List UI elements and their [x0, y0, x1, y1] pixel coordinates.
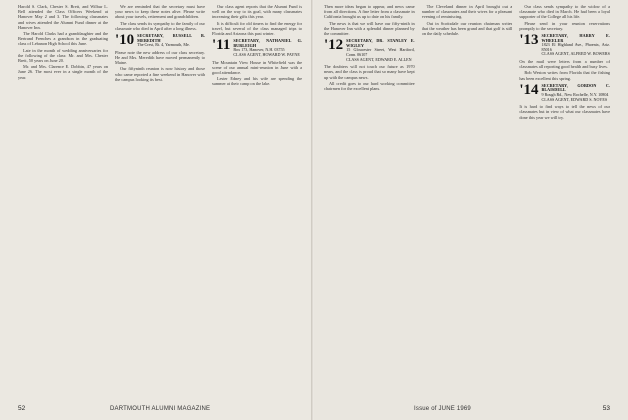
secretary-name: SECRETARY, RUSSELL B. MEREDITH [137, 33, 205, 43]
paragraph: Our class agent reports that the Alumni Fund is well on the way to its goal, with many classmates increasing their gifts this year. [212, 4, 302, 20]
right-column-3 [519, 4, 610, 394]
paragraph: The doubters will not touch our future as 1970 nears, and the class is proud that so many have kept up with the campus news. [324, 64, 415, 80]
paragraph: Our fiftyninth reunion is now history and those who came reported a fine weekend in Hanover with the campus looking its best. [115, 66, 205, 82]
class-year: '13 [519, 32, 539, 49]
class-heading-1912 [324, 39, 415, 62]
paragraph: It is hard to find ways to tell the news of our classmates but in view of what our classmates have done this year we will try. [519, 104, 611, 120]
paragraph: Late in the month of wedding anniversaries for the following of the class: Mr. and Mrs. Chester Brett, 50 years on June 20. [18, 47, 108, 64]
paragraph: Harold S. Clark, Chester S. Brett, and Wilbur L. Bell attended the Class Officers Weekend at Hanover May 2 and 3. The following classmates and wives attended the Alumni Fund dinner at the Hanover Inn. [18, 4, 108, 30]
secretary-name: SECRETARY, NATHANIEL G. BURLEIGH [233, 38, 302, 48]
class-agent: CLASS AGENT, ALFRED W. BOWERS [541, 51, 610, 57]
secretary-name: SECRETARY, HARRY E. WHEELER [541, 33, 611, 43]
class-heading-1910 [115, 34, 205, 48]
class-secretary-block [542, 84, 611, 102]
class-agent: CLASS AGENT, EDWARD E. ALLEN [346, 56, 412, 62]
paragraph: All credit goes to our hard working committee chairmen for the excellent plans. [324, 80, 415, 91]
class-agent: CLASS AGENT, HOWARD W. PAYNE [233, 52, 300, 57]
class-year: '10 [115, 32, 135, 49]
class-secretary-block [137, 34, 205, 48]
paragraph: We are reminded that the secretary must have your news to keep these notes alive. Please write about your travels, retirement and grandchildren. [115, 4, 205, 20]
paragraph: Out in Scottsdale our reunion chairman writes that the weather has been grand and that golf is still on the daily schedule. [421, 20, 513, 37]
right-column-2 [422, 4, 513, 394]
paragraph: Mr. and Mrs. Clarence E. Dobbin, 47 years on June 26. The most ever in a single month of the year. [18, 64, 108, 80]
class-secretary-block [233, 39, 302, 57]
class-heading-1913 [519, 34, 610, 57]
paragraph: On the mail were letters from a number of classmates all reporting good health and busy lives. [519, 58, 611, 70]
class-secretary-block [542, 34, 611, 57]
paragraph: Please note the new address of our class secretary. He and Mrs. Meredith have moved permanently to Maine. [115, 49, 205, 66]
secretary-address: 15 Gloucester Street, West Hartford, Conn. 06107 [346, 47, 415, 57]
secretary-address: 1823 El Highland Ave., Phoenix, Ariz. 85016 [541, 42, 611, 52]
left-columns [18, 4, 302, 394]
page-footer: DARTMOUTH ALUMNI MAGAZINE [110, 406, 211, 412]
paragraph: It is difficult for old timers to find the energy for travel, but several of the class managed trips to Florida and Arizona this past winter. [212, 20, 302, 37]
page-number: 53 [602, 405, 610, 412]
left-column-1 [18, 4, 108, 394]
secretary-address: The Crest, Rt. 4, Yarmouth, Me. [137, 42, 190, 48]
class-year: '11 [212, 37, 231, 54]
paragraph: The news is that we will have our fifty-ninth in the Hanover Inn with a splendid dinner planned by the committee. [324, 20, 415, 37]
paragraph: The Cleveland dinner in April brought out a number of classmates and their wives for a pleasant evening of reminiscing. [421, 4, 513, 20]
right-page [314, 0, 628, 420]
secretary-address: Box 173, Hanover, N.H. 03755 [233, 47, 285, 53]
class-year: '12 [324, 37, 344, 54]
paragraph: Please send in your reunion reservations promptly to the secretary. [519, 20, 611, 31]
paragraph: The class sends its sympathy to the family of our classmate who died in April after a long illness. [115, 20, 205, 31]
right-column-1 [324, 4, 415, 394]
class-secretary-block [346, 39, 415, 62]
paragraph: Then more ideas began to appear, and news came from all directions. A fine letter from a classmate in California brought us up to date on his family. [324, 4, 415, 20]
page-footer: Issue of JUNE 1969 [414, 406, 471, 412]
right-columns [324, 4, 610, 394]
paragraph: Our class sends sympathy to the widow of a classmate who died in March. He had been a loyal supporter of the College all his life. [519, 4, 611, 20]
secretary-name: SECRETARY, DR. STANLEY E. WIGLEY [346, 38, 415, 48]
class-heading-1911 [212, 39, 302, 57]
secretary-name: SECRETARY, GORDON C. BLAISDELL [541, 82, 611, 93]
left-column-2 [115, 4, 205, 394]
paragraph: Bob Weston writes from Florida that the fishing has been excellent this spring. [519, 70, 611, 81]
paragraph: The Mountain View House in Whitefield was the scene of our annual mini-reunion in June with a good attendance. [212, 59, 302, 75]
class-heading-1914 [519, 81, 611, 102]
page-number: 52 [18, 405, 26, 412]
left-column-3 [212, 4, 302, 394]
class-year: '14 [519, 81, 539, 98]
class-agent: CLASS AGENT, EDWARD S. NOYES [541, 96, 608, 102]
paragraph: The Harold Clarks had a granddaughter and the Bertrand Frenches a grandson in the graduating class of Lebanon High School this June. [18, 31, 108, 47]
secretary-address: 9 Rough Rd., New Rochelle, N.Y. 10804 [541, 91, 609, 97]
paragraph: Lester Edney and his wife are spending the summer at their camp on the lake. [212, 76, 302, 87]
